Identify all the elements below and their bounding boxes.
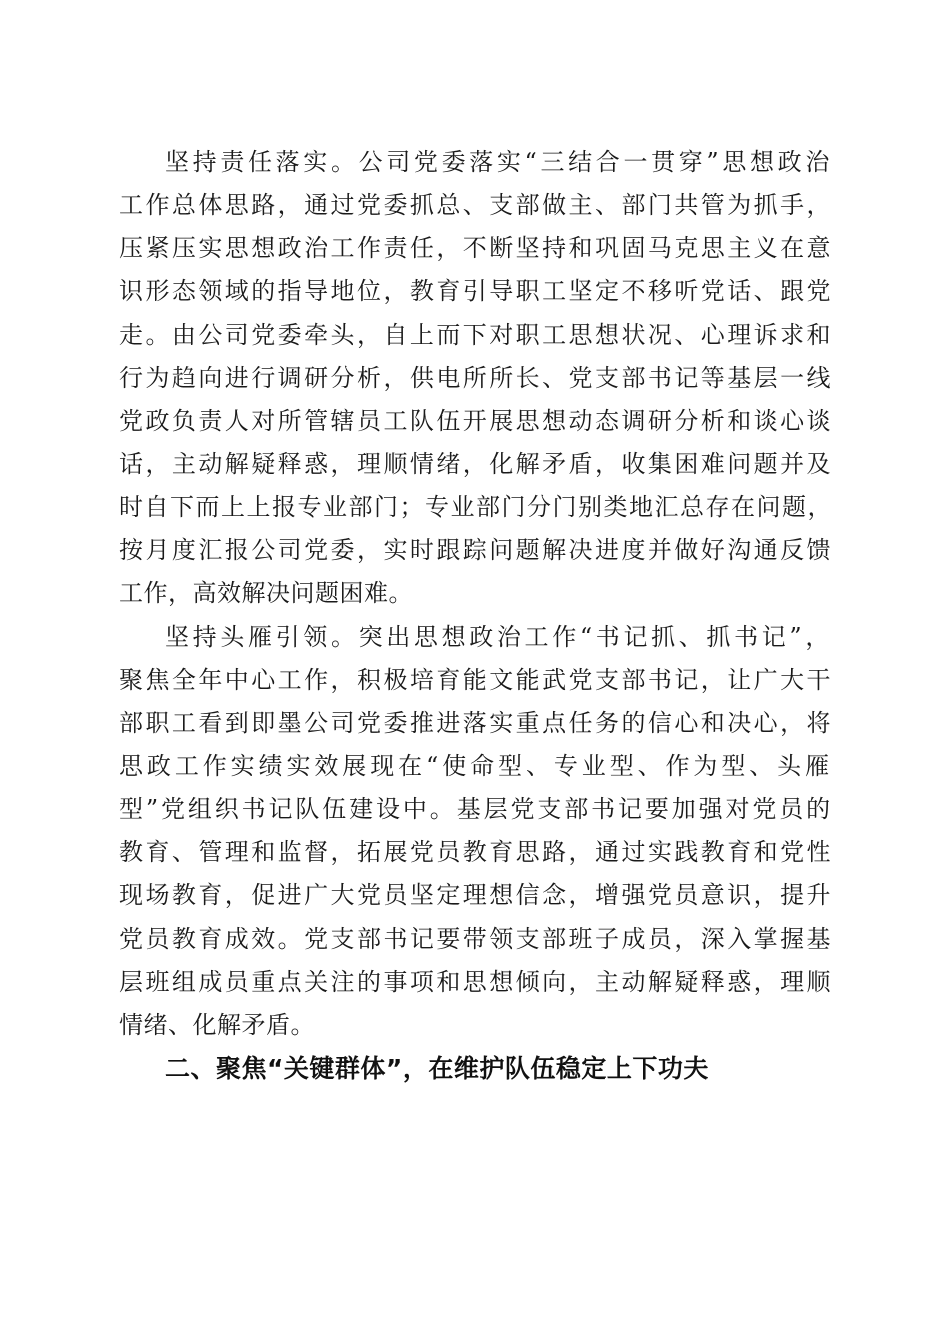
p1-line-7: 党政负责人对所管辖员工队伍开展思想动态调研分析和谈心谈	[119, 407, 833, 435]
p2-line-6: 教育、管理和监督，拓展党员教育思路，通过实践教育和党性	[119, 838, 833, 866]
p1-line-3: 压紧压实思想政治工作责任，不断坚持和巩固马克思主义在意	[119, 234, 833, 262]
p2-line-5: 型”党组织书记队伍建设中。基层党支部书记要加强对党员的	[119, 795, 833, 823]
p2-line-3: 部职工看到即墨公司党委推进落实重点任务的信心和决心，将	[119, 709, 833, 737]
p1-line-5: 走。由公司党委牵头，自上而下对职工思想状况、心理诉求和	[119, 321, 833, 349]
p2-line-2: 聚焦全年中心工作，积极培育能文能武党支部书记，让广大干	[119, 666, 833, 694]
p1-line-8: 话，主动解疑释惑，理顺情绪，化解矛盾，收集困难问题并及	[119, 450, 833, 478]
p1-line-10: 按月度汇报公司党委，实时跟踪问题解决进度并做好沟通反馈	[119, 536, 833, 564]
p2-line-4: 思政工作实绩实效展现在“使命型、专业型、作为型、头雁	[119, 752, 833, 780]
p1-line-2: 工作总体思路，通过党委抓总、支部做主、部门共管为抓手，	[119, 191, 833, 219]
p2-line-8: 党员教育成效。党支部书记要带领支部班子成员，深入掌握基	[119, 925, 833, 953]
section-heading: 二、聚焦“关键群体”，在维护队伍稳定上下功夫	[165, 1054, 709, 1083]
p1-line-4: 识形态领域的指导地位，教育引导职工坚定不移听党话、跟党	[119, 277, 833, 305]
p2-line-1: 坚持头雁引领。突出思想政治工作“书记抓、抓书记”，	[165, 623, 833, 651]
p1-line-11: 工作，高效解决问题困难。	[119, 579, 413, 607]
p1-line-6: 行为趋向进行调研分析，供电所所长、党支部书记等基层一线	[119, 364, 833, 392]
p2-line-10: 情绪、化解矛盾。	[119, 1011, 315, 1039]
p2-line-9: 层班组成员重点关注的事项和思想倾向，主动解疑释惑，理顺	[119, 968, 833, 996]
p1-line-1: 坚持责任落实。公司党委落实“三结合一贯穿”思想政治	[165, 148, 833, 176]
p2-line-7: 现场教育，促进广大党员坚定理想信念，增强党员意识，提升	[119, 881, 833, 909]
p1-line-9: 时自下而上上报专业部门；专业部门分门别类地汇总存在问题，	[119, 493, 833, 521]
